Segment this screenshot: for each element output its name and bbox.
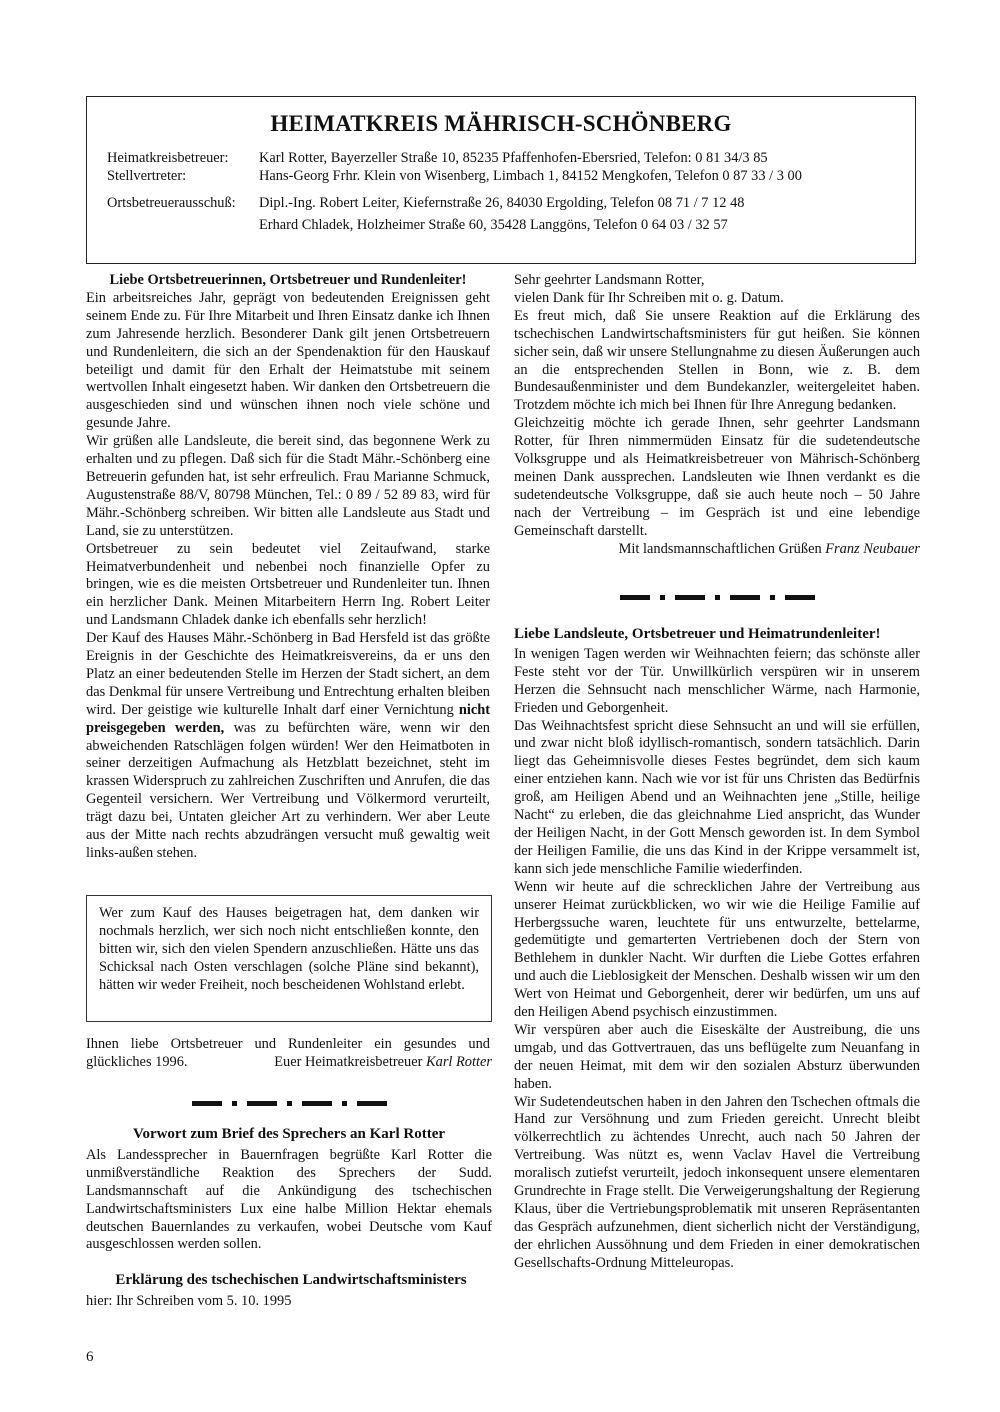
signature-name: Karl Rotter (426, 1054, 492, 1070)
divider-dash (620, 595, 650, 600)
paragraph: Das Weihnachtsfest spricht diese Sehnsucht an und will sie erfüllen, und zwar nicht bloß idyllisch-romantisch, sondern tatsächlich. Darin liegt das Geheimnisvolle dieses Festes begründet, dem sich kaum einer entziehen kann. Nach wie vor ist für uns Christen das Bedürfnis groß, am Heiligen Abend und an Weihnachten jene „Stille, heilige Nacht“ zu erleben, die das gleichnahme Lied anspricht, das Wunder der Heiligen Nacht, in der Gott Mensch geworden ist. In dem Symbol der Heiligen Familie, die uns das Kind in der Krippe versammelt ist, kann sich jede menschliche Familie wiederfinden. (514, 717, 920, 877)
divider-dot (770, 595, 775, 600)
divider-dash (785, 595, 815, 600)
emphasis-text: nicht preisgegeben werden, (86, 701, 490, 736)
divider-dash (730, 595, 760, 600)
header-row-ausschuss (107, 195, 744, 212)
paragraph-text: was zu befürchten wäre, wenn wir den abweichenden Ratschlägen folgen würden! Wer den Heimatboten in seiner derzeitigen Aufmachung als Hetzblatt bezeichnet, steht im krassen Widerspruch zu zahlreichen Zuschriften und Anrufen, die das Gegenteil versichern. Wer Vertreibung und Völkermord verurteilt, trägt dazu bei, Untaten gleicher Art zu verhindern. Wer aber Leute aus der Mitte nach rechts abzudrängen versucht muß gewaltig weit links-außen stehen. (86, 719, 490, 861)
divider-dash (192, 1101, 222, 1106)
header-label: Ortsbetreuerausschuß: (107, 195, 236, 211)
paragraph-text: Der Kauf des Hauses Mähr.-Schönberg in Bad Hersfeld ist das größte Ereignis in der Geschichte des Heimatkreisvereins, da er uns den Platz an einer bedeutenden Stelle im Herzen der Stadt sichert, an dem das Denkmal für unsere Vertreibung und Entrechtung erhalten bleiben wird. Der geistige wie kulturelle Inhalt darf einer Vernichtung (86, 630, 490, 718)
closing-signature (256, 1054, 492, 1072)
section-divider (86, 1094, 492, 1112)
paragraph: In wenigen Tagen werden wir Weihnachten feiern; das schönste aller Feste steht vor der Tür. Unwillkürlich verspüren wir in unserem Herzen die Sehnsucht nach menschlicher Wärme, nach Harmonie, Frieden und Geborgenheit. (514, 645, 920, 716)
paragraph: Ortsbetreuer zu sein bedeutet viel Zeitaufwand, starke Heimatverbundenheit und nebenbei noch finanzielle Opfer zu bringen, wie es die meisten Ortsbetreuer und Rundenleiter tun. Ihnen ein herzlicher Dank. Meinen Mitarbeitern Herrn Ing. Robert Leiter und Landsmann Chladek danke ich ebenfalls sehr herzlich! (86, 540, 490, 629)
divider-dot (342, 1101, 347, 1106)
paragraph: Als Landessprecher in Bauernfragen begrüßte Karl Rotter die unmißverständliche Reaktion des Sprechers der Sudd. Landsmannschaft auf die Ankündigung des tschechischen Landwirtschaftsministers Lux eine halbe Million Hektar ehemals deutschen Bauernlandes zu verkaufen, wobei Deutsche vom Kauf ausgeschlossen werden sollen. (86, 1146, 492, 1253)
signature-prefix: Mit landsmannschaftlichen Grüßen (618, 540, 826, 557)
christmas-letter (514, 626, 920, 1273)
header-row-betreuer (107, 150, 768, 167)
section-divider (514, 588, 920, 606)
divider-dot (715, 595, 720, 600)
paragraph: Gleichzeitig möchte ich gerade Ihnen, sehr geehrter Landsmann Rotter, für Ihren nimmermüden Einsatz für die sudetendeutsche Volksgruppe und als Heimatkreisbetreuer von Mährisch-Schönberg meinen Dank aussprechen. Landsleuten wie Ihnen verdankt es die sudetendeutsche Volksgruppe, daß sie auch heute noch – 50 Jahre nach der Vertreibung – im Gespräch ist und eine lebendige Gemeinschaft darstellt. (514, 415, 920, 539)
right-column (514, 272, 920, 559)
header-label: Stellvertreter: (107, 168, 187, 184)
left-column (86, 272, 490, 863)
header-row-chladek (107, 217, 728, 234)
header-value: Hans-Georg Frhr. Klein von Wisenberg, Limbach 1, 84152 Mengkofen, Telefon 0 87 33 / 3 00 (259, 168, 802, 184)
paragraph: vielen Dank für Ihr Schreiben mit o. g. Datum. (514, 289, 784, 306)
section-heading: Vorwort zum Brief des Sprechers an Karl Rotter (132, 1126, 446, 1142)
header-value: Erhard Chladek, Holzheimer Straße 60, 35428 Langgöns, Telefon 0 64 03 / 32 57 (259, 217, 728, 233)
paragraph: Wir grüßen alle Landsleute, die bereit sind, das begonnene Werk zu erhalten und zu pflegen. Daß sich für die Stadt Mähr.-Schönberg eine Betreuerin gefunden hat, ist sehr erfreulich. Frau Marianne Schmuck, Augustenstraße 88/V, 80798 München, Tel.: 0 89 / 52 89 83, wird für Mähr.-Schönberg schreiben. Wir bitten alle Landsleute aus Stadt und Land, sie zu unterstützen. (86, 433, 490, 539)
page-title: HEIMATKREIS MÄHRISCH-SCHÖNBERG (270, 111, 732, 136)
divider-dot (232, 1101, 237, 1106)
divider-dash (247, 1101, 277, 1106)
box-text: Wer zum Kauf des Hauses beigetragen hat, dem danken wir nochmals herzlich, wer sich noch nicht entschließen konnte, den bitten wir, sich den vielen Spendern anzuschließen. Hätte uns das Schicksal nach Osten verschlagen (solche Pläne sind bekannt), hätten wir weder Freiheit, noch bescheidenen Wohlstand erlebt. (99, 905, 479, 993)
donation-note-box (86, 895, 492, 1022)
signature-prefix: Euer Heimatkreisbetreuer (274, 1054, 427, 1070)
erklaerung-section (86, 1272, 496, 1311)
header-value: Dipl.-Ing. Robert Leiter, Kiefernstraße 26, 84030 Ergolding, Telefon 08 71 / 7 12 48 (259, 195, 745, 211)
divider-dash (675, 595, 705, 600)
paragraph (86, 630, 490, 863)
vorwort-section (86, 1126, 492, 1254)
paragraph: Wir Sudetendeutschen haben in den Jahren den Tschechen oftmals die Hand zur Versöhnung und zum Frieden gereicht. Unrecht bleibt völkerrechtlich zu ächtendes Unrecht, auch nach 50 Jahren der Vertreibung. Was nützt es, wenn Vaclav Havel die Vertreibung moralisch zutiefst verurteilt, jedoch inkonsequent unsere elementaren Grundrechte in Frage stellt. Die Verweigerungshaltung der Regierung Klaus, über die Vertriebungsproblematik mit unseren Repräsentanten das Gespräch aufzunehmen, dient sicherlich nicht der Verständigung, der ehrlichen Aussöhnung und dem Frieden in einer demokratischen Gesellschafts-Ordnung Mitteleuropas. (514, 1093, 920, 1271)
section-heading: Liebe Landsleute, Ortsbetreuer und Heimatrundenleiter! (514, 626, 881, 642)
header-value: Karl Rotter, Bayerzeller Straße 10, 85235 Pfaffenhofen-Ebersried, Telefon: 0 81 34/3 85 (259, 150, 768, 166)
section-heading: Liebe Ortsbetreuerinnen, Ortsbetreuer und Rundenleiter! (109, 272, 467, 288)
subject-line: hier: Ihr Schreiben vom 5. 10. 1995 (86, 1292, 292, 1309)
paragraph: Wenn wir heute auf die schrecklichen Jahre der Vertreibung aus unserer Heimat zurückblicken, wo wir wie die Heilige Familie auf Herbergssuche waren, leuchtete für uns entwurzelte, bettelarme, gedemütigte und gemarterten Vertriebenen doch der Stern von Bethlehem in dunkler Nacht. Wir durften die Liebe Gottes erfahren und auch die Lieblosigkeit der Menschen. Deshalb wissen wir um den Wert von Heimat und Geborgenheit, derer wir bedürfen, um uns auf den Heiligen Abend psychisch einzustimmen. (514, 878, 920, 1021)
paragraph: Es freut mich, daß Sie unsere Reaktion auf die Erklärung des tschechischen Landwirtschaftsministers für gut heißen. Sie können sicher sein, daß wir unsere Stellungnahme zu diesen Äußerungen auch an die entsprechenden Stellen in Bonn, wie z. B. dem Bundesaußenminister und dem Bundekanzler, weitergeleitet haben. Trotzdem möchte ich mich bei Ihnen für Ihre Anregung bedanken. (514, 307, 921, 414)
paragraph: Wir verspüren aber auch die Eiseskälte der Austreibung, die uns umgab, und das Gottvertrauen, das uns beflügelte zum Neuanfang in der neuen Heimat, mit dem wir den sozialen Absturz überwunden haben. (514, 1021, 920, 1092)
page-number: 6 (86, 1349, 94, 1365)
paragraph: Ein arbeitsreiches Jahr, geprägt von bedeutenden Ereignissen geht seinem Ende zu. Für Ihre Mitarbeit und Ihren Einsatz danke ich Ihnen zum Jahresende herzlich. Besonderer Dank gilt jenen Ortsbetreuern und Rundenleitern, die sich an der Spendenaktion für den Hauskauf beteiligt und damit für den Erhalt der Heimatstube mit seinem wertvollen Inhalt eingesetzt haben. Wir danken den Ortsbetreuern die ausgeschieden sind und wünschen ihnen noch viele schöne und gesunde Jahre. (86, 289, 490, 432)
header-label: Heimatkreisbetreuer: (107, 150, 229, 166)
divider-dot (660, 595, 665, 600)
section-heading: Erklärung des tschechischen Landwirtschaftsministers (115, 1272, 467, 1288)
divider-dot (287, 1101, 292, 1106)
signature-name: Franz Neubauer (825, 540, 920, 557)
letter-signature (514, 541, 920, 559)
header-row-stellvertreter (107, 168, 802, 185)
salutation: Sehr geehrter Landsmann Rotter, (514, 272, 705, 288)
divider-dash (357, 1101, 387, 1106)
divider-dash (302, 1101, 332, 1106)
closing-text: Ihnen liebe Ortsbetreuer und Rundenleiter ein gesundes und glückliches 1996. (86, 1036, 490, 1070)
header-box (86, 96, 916, 264)
